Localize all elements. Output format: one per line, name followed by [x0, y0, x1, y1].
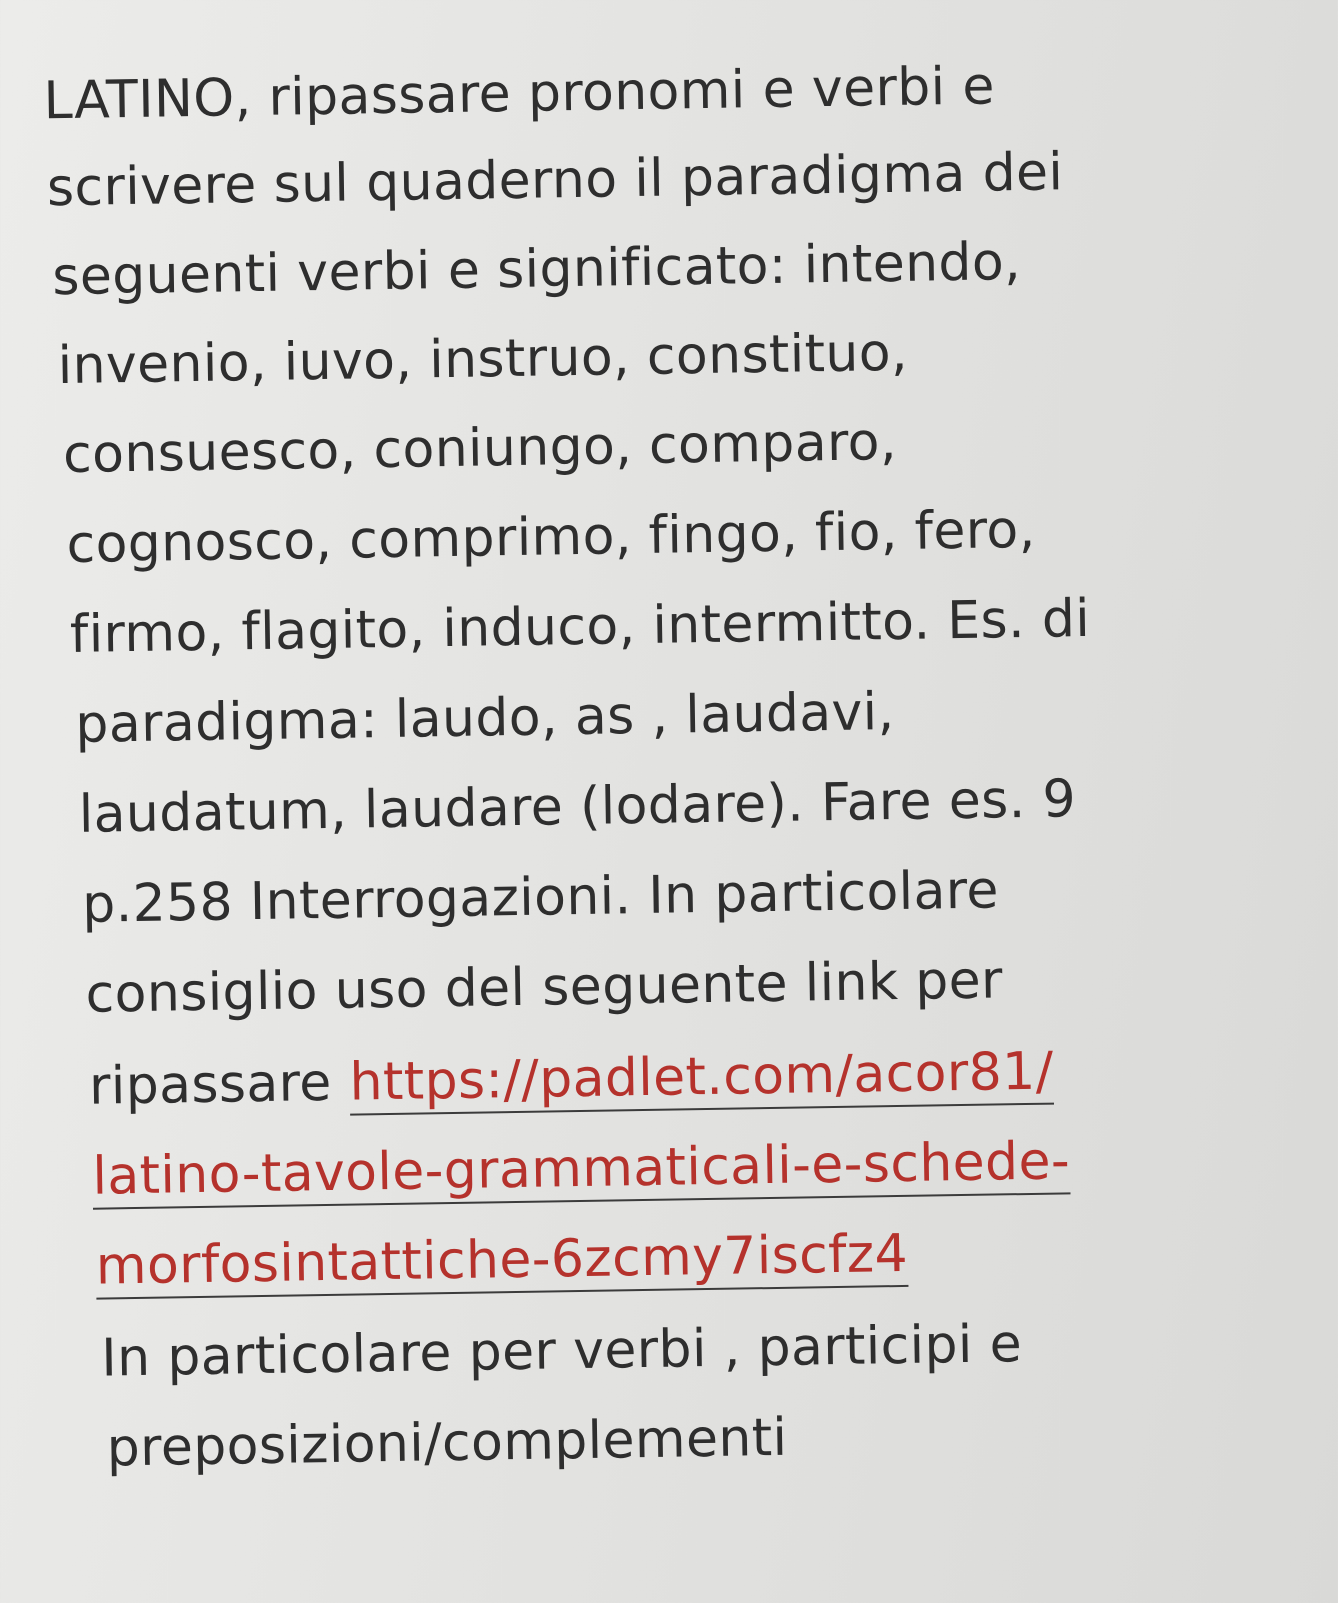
text-line: paradigma: laudo, as , laudavi,: [74, 682, 895, 755]
text-line: p.258 Interrogazioni. In particolare: [81, 860, 1000, 935]
padlet-link-continued[interactable]: morfosintattiche-6zcmy7iscfz4: [95, 1223, 909, 1297]
text-line: consiglio uso del seguente link per: [85, 950, 1004, 1025]
text-line: In particolare per verbi , participi e: [100, 1314, 1023, 1389]
padlet-link[interactable]: https://padlet.com/acor81/: [349, 1041, 1054, 1113]
text-line: preposizioni/complementi: [106, 1407, 788, 1479]
link-row: [88, 1041, 1054, 1117]
text-line: consuesco, coniungo, comparo,: [62, 411, 898, 486]
text-line: firmo, flagito, induco, intermitto. Es. di: [69, 588, 1091, 665]
text-line: scrivere sul quaderno il paradigma dei: [46, 142, 1064, 219]
link-prefix-text: ripassare: [88, 1052, 333, 1117]
text-line: invenio, iuvo, instruo, constituo,: [57, 322, 909, 397]
text-line: seguenti verbi e significato: intendo,: [51, 231, 1022, 308]
padlet-link-continued[interactable]: latino-tavole-grammaticali-e-schede-: [92, 1131, 1071, 1207]
text-line: cognosco, comprimo, fingo, fio, fero,: [66, 499, 1036, 576]
text-line: laudatum, laudare (lodare). Fare es. 9: [78, 769, 1077, 845]
text-line: LATINO, ripassare pronomi e verbi e: [43, 56, 996, 132]
